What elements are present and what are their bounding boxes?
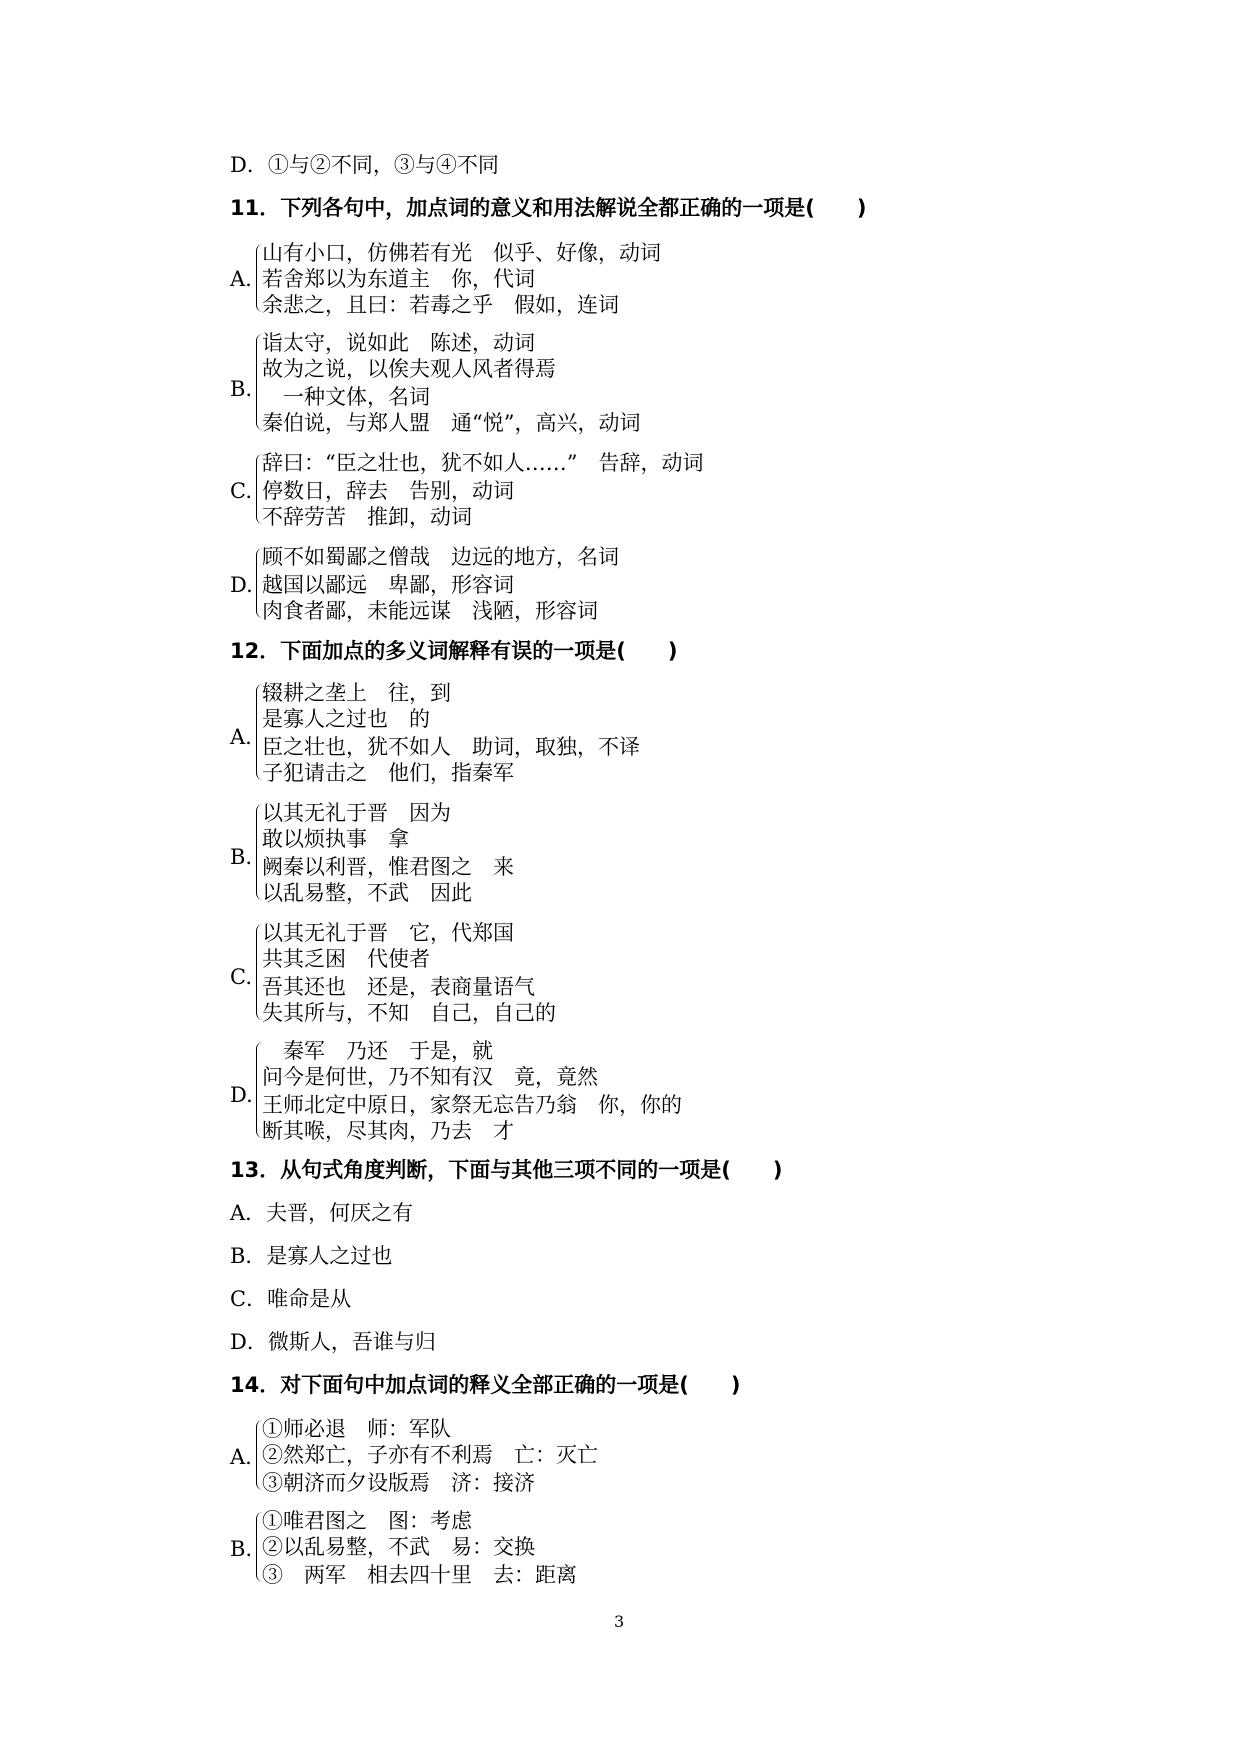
- option-item: 以其无礼于晋 它，代郑国: [262, 921, 514, 945]
- option-letter: B.: [230, 1537, 253, 1561]
- option-item: 故为之说，以俟夫观人风者得焉: [262, 357, 556, 381]
- option-item: ③朝济而夕设版焉 济：接济: [262, 1471, 535, 1495]
- option-item: 余悲之，且曰：若毒之乎 假如，连词: [262, 293, 619, 317]
- q12-stem: 12．下面加点的多义词解释有误的一项是( ): [230, 639, 678, 663]
- option-item: 断其喉，尽其肉，乃去 才: [262, 1119, 514, 1143]
- option-item: 吾其还也 还是，表商量语气: [262, 975, 535, 999]
- option-item: ①师必退 师：军队: [262, 1417, 451, 1441]
- option-item: 阙秦以利晋，惟君图之 来: [262, 855, 514, 879]
- q11-stem: 11．下列各句中，加点词的意义和用法解说全都正确的一项是( ): [230, 196, 867, 220]
- option-letter: A.: [230, 725, 252, 749]
- option-item: 诣太守，说如此 陈述，动词: [262, 331, 535, 355]
- option-letter: A.: [230, 1445, 252, 1469]
- option-item: 秦伯说，与郑人盟 通“悦”，高兴，动词: [262, 411, 641, 435]
- option-item: 辍耕之垄上 往，到: [262, 681, 451, 705]
- option-item: 顾不如蜀鄙之僧哉 边远的地方，名词: [262, 545, 619, 569]
- option-letter: D.: [230, 1083, 253, 1107]
- option-item: ②然郑亡，子亦有不利焉 亡：灭亡: [262, 1443, 598, 1467]
- option-item: 臣之壮也，犹不如人 助词，取独，不译: [262, 735, 640, 759]
- option-letter: D.: [230, 573, 253, 597]
- option-item: 一种文体，名词: [262, 385, 430, 409]
- q14-stem: 14．对下面句中加点词的释义全部正确的一项是( ): [230, 1373, 741, 1397]
- option-item: 不辞劳苦 推卸，动词: [262, 505, 472, 529]
- option-item: 是寡人之过也 的: [262, 707, 430, 731]
- q10-option-d: D．①与②不同，③与④不同: [230, 153, 499, 177]
- option-letter: C.: [230, 479, 252, 503]
- option-letter: C.: [230, 965, 252, 989]
- option-item: 若舍郑以为东道主 你，代词: [262, 267, 535, 291]
- option-item: 王师北定中原日，家祭无忘告乃翁 你，你的: [262, 1093, 682, 1117]
- option-item: 越国以鄙远 卑鄙，形容词: [262, 573, 514, 597]
- option-item: ②以乱易整，不武 易：交换: [262, 1535, 535, 1559]
- option-item: 山有小口，仿佛若有光 似乎、好像，动词: [262, 241, 661, 265]
- option-item: 以乱易整，不武 因此: [262, 881, 472, 905]
- option-item: ③ 两军 相去四十里 去：距离: [262, 1563, 577, 1587]
- q13-option-b: B．是寡人之过也: [230, 1244, 393, 1268]
- option-item: 以其无礼于晋 因为: [262, 801, 451, 825]
- option-item: 敢以烦执事 拿: [262, 827, 409, 851]
- option-item: 共其乏困 代使者: [262, 947, 430, 971]
- option-item: 失其所与，不知 自己，自己的: [262, 1001, 556, 1025]
- option-item: 秦军 乃还 于是，就: [262, 1039, 493, 1063]
- q13-stem: 13．从句式角度判断，下面与其他三项不同的一项是( ): [230, 1158, 783, 1182]
- q13-option-c: C．唯命是从: [230, 1287, 352, 1311]
- option-item: 辞曰：“臣之壮也，犹不如人……” 告辞，动词: [262, 451, 704, 475]
- option-item: ①唯君图之 图：考虑: [262, 1509, 472, 1533]
- option-item: 停数日，辞去 告别，动词: [262, 479, 514, 503]
- q13-option-a: A．夫晋，何厌之有: [230, 1201, 414, 1225]
- option-item: 肉食者鄙，未能远谋 浅陋，形容词: [262, 599, 598, 623]
- option-letter: B.: [230, 845, 253, 869]
- q13-option-d: D．微斯人，吾谁与归: [230, 1330, 436, 1354]
- option-item: 子犯请击之 他们，指秦军: [262, 761, 514, 785]
- option-item: 问今是何世，乃不知有汉 竟，竟然: [262, 1065, 598, 1089]
- option-letter: B.: [230, 377, 253, 401]
- page-number: 3: [614, 1612, 625, 1631]
- option-letter: A.: [230, 267, 252, 291]
